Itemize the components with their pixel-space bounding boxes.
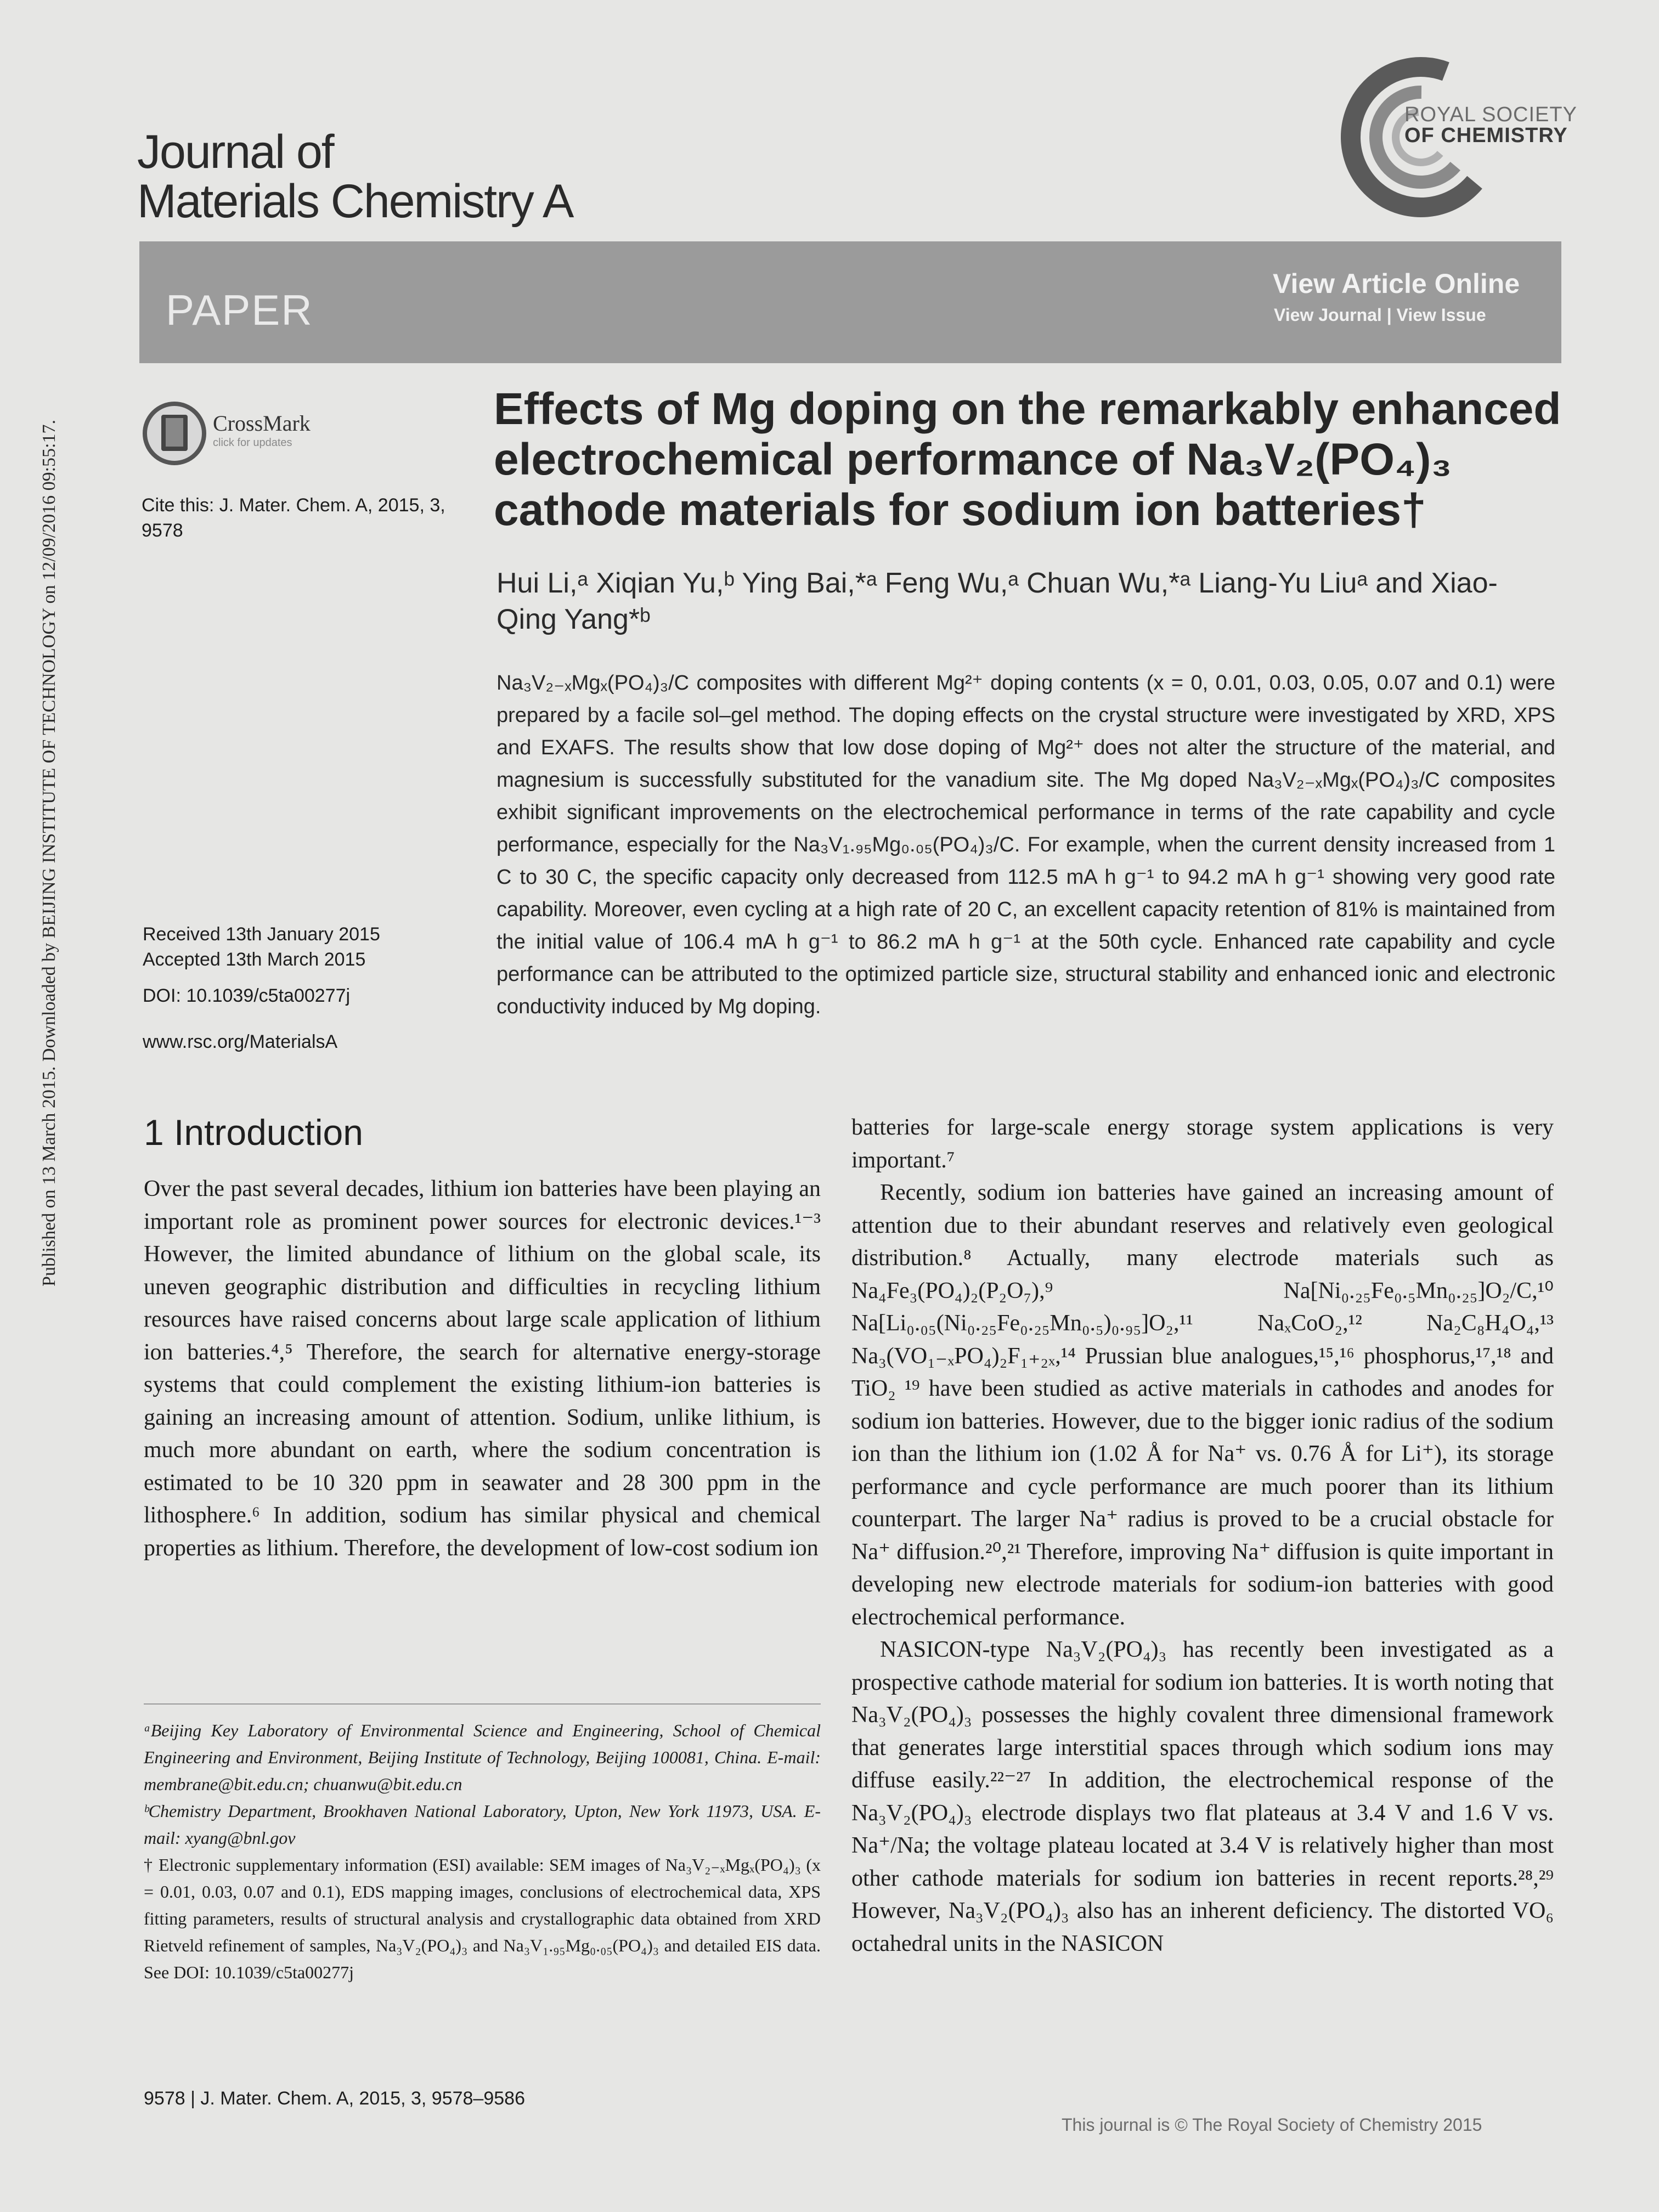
affiliation-b: ᵇChemistry Department, Brookhaven National Laboratory, Upton, New York 11973, USA. E-mail: xyang@bnl.gov	[144, 1801, 821, 1848]
accepted-date: Accepted 13th March 2015	[143, 949, 366, 970]
intro-paragraph-continued: batteries for large-scale energy storage system applications is very important.⁷	[851, 1115, 1554, 1173]
cite-this: Cite this: J. Mater. Chem. A, 2015, 3, 9578	[142, 495, 445, 541]
introduction-left-column	[144, 1173, 821, 1565]
crossmark-sublabel: click for updates	[213, 437, 292, 449]
abstract: Na₃V₂₋ₓMgₓ(PO₄)₃/C composites with different Mg²⁺ doping contents (x = 0, 0.01, 0.03, 0.05, 0.07 and 0.1) were prepared by a facile sol–gel method. The doping effects on the crystal structure were investigated by XRD, XPS and EXAFS. The results show that low dose doping of Mg²⁺ does not alter the structure of the material, and magnesium is successfully substituted for the vanadium site. The Mg doped Na₃V₂₋ₓMgₓ(PO₄)₃/C composites exhibit significant improvements on the electrochemical performance in terms of the rate capability and cycle performance, especially for the Na₃V₁.₉₅Mg₀.₀₅(PO₄)₃/C. For example, when the current density increased from 1 C to 30 C, the specific capacity only decreased from 112.5 mA h g⁻¹ to 94.2 mA h g⁻¹ showing very good rate capability. Moreover, even cycling at a high rate of 20 C, an excellent capacity retention of 81% is maintained from the initial value of 106.4 mA h g⁻¹ to 86.2 mA h g⁻¹ at the 50th cycle. Enhanced rate capability and cycle performance can be attributed to the optimized particle size, structural stability and enhanced ionic and electronic conductivity induced by Mg doping.	[496, 672, 1555, 1018]
footnote-divider	[144, 1703, 821, 1705]
received-date: Received 13th January 2015	[143, 924, 380, 945]
crossmark-label: CrossMark	[213, 411, 311, 436]
affiliation-a: ᵃBeijing Key Laboratory of Environmental Science and Engineering, School of Chemical Engineering and Environment, Beijing Institute of Technology, Beijing 100081, China. E-mail: membrane@bit.edu.cn; chuanwu@bit.edu.cn	[144, 1720, 821, 1794]
intro-paragraph: Over the past several decades, lithium ion batteries have been playing an important role as prominent power sources for electronic devices.¹⁻³ However, the limited abundance of lithium on the global scale, its uneven geographic distribution and difficulties in recycling lithium resources have raised concerns about large scale application of lithium ion batteries.⁴,⁵ Therefore, the search for alternative energy-storage systems that could complement the existing lithium-ion batteries is gaining an increasing amount of attention. Sodium, unlike lithium, is much more abundant on earth, where the sodium concentration is estimated to be 10 320 ppm in seawater and 28 300 ppm in the lithosphere.⁶ In addition, sodium has similar physical and chemical properties as lithium. Therefore, the development of low-cost sodium ion	[144, 1176, 821, 1561]
intro-paragraph: NASICON-type Na₃V₂(PO₄)₃ has recently been investigated as a prospective cathode material for sodium ion batteries. It is worth noting that Na₃V₂(PO₄)₃ possesses the highly covalent three dimensional framework that generates large interstitial spaces through which sodium ions may diffuse easily.²²⁻²⁷ In addition, the electrochemical response of the Na₃V₂(PO₄)₃ electrode displays two flat plateaus at 3.4 V and 1.6 V vs. Na⁺/Na; the voltage plateau located at 3.4 V is relatively higher than most other cathode materials for sodium ion batteries in recent reports.²⁸,²⁹ However, Na₃V₂(PO₄)₃ also has an inherent deficiency. The distorted VO₆ octahedral units in the NASICON	[851, 1637, 1554, 1956]
rsc-logo-line1: ROYAL SOCIETY	[1404, 103, 1577, 126]
footnotes	[144, 1717, 821, 1986]
article-type-label: PAPER	[166, 286, 313, 334]
esi-note: † Electronic supplementary information (ESI) available: SEM images of Na₃V₂₋ₓMgₓ(PO₄)₃ (x = 0.01, 0.03, 0.07 and 0.1), EDS mapping images, conclusions of electrochemical data, XPS fitting parameters, results of structural analysis and crystallographic data obtained from XRD Rietveld refinement of samples, Na₃V₂(PO₄)₃ and Na₃V₁.₉₅Mg₀.₀₅(PO₄)₃ and detailed EIS data. See DOI: 10.1039/c5ta00277j	[144, 1855, 821, 1982]
copyright-line: This journal is © The Royal Society of Chemistry 2015	[1062, 2115, 1482, 2135]
view-article-online-link[interactable]: View Article Online	[1273, 268, 1520, 299]
journal-website-link[interactable]: www.rsc.org/MaterialsA	[143, 1031, 338, 1052]
crossmark-badge[interactable]	[142, 400, 323, 466]
page-folio: 9578 | J. Mater. Chem. A, 2015, 3, 9578–9586	[144, 2088, 525, 2109]
introduction-right-column	[851, 1111, 1554, 1960]
doi[interactable]: DOI: 10.1039/c5ta00277j	[143, 985, 351, 1006]
article-type-banner	[139, 241, 1561, 363]
view-journal-issue-links[interactable]: View Journal | View Issue	[1274, 305, 1486, 325]
journal-name-line2: Materials Chemistry A	[137, 175, 573, 228]
received-accepted-dates	[143, 922, 380, 972]
rsc-logo-line2: OF CHEMISTRY	[1404, 124, 1568, 147]
crossmark-icon	[142, 400, 207, 466]
author-list: Hui Li,ᵃ Xiqian Yu,ᵇ Ying Bai,*ᵃ Feng Wu,ᵃ Chuan Wu,*ᵃ Liang-Yu Liuᵃ and Xiao-Qing Yang*ᵇ	[496, 567, 1498, 635]
section-heading-introduction: 1 Introduction	[144, 1112, 363, 1153]
journal-name-line1: Journal of	[137, 126, 334, 178]
download-stamp: Published on 13 March 2015. Downloaded by BEIJING INSTITUTE OF TECHNOLOGY on 12/09/2016 09:55:17.	[39, 420, 59, 1286]
article-title: Effects of Mg doping on the remarkably enhanced electrochemical performance of Na₃V₂(PO₄)₃ cathode materials for sodium ion batteries†	[494, 384, 1561, 535]
intro-paragraph: Recently, sodium ion batteries have gained an increasing amount of attention due to their abundant reserves and relatively even geological distribution.⁸ Actually, many electrode materials such as Na₄Fe₃(PO₄)₂(P₂O₇),⁹ Na[Ni₀.₂₅Fe₀.₅Mn₀.₂₅]O₂/C,¹⁰ Na[Li₀.₀₅(Ni₀.₂₅Fe₀.₂₅Mn₀.₅)₀.₉₅]O₂,¹¹ NaₓCoO₂,¹² Na₂C₈H₄O₄,¹³ Na₃(VO₁₋ₓPO₄)₂F₁₊₂ₓ,¹⁴ Prussian blue analogues,¹⁵,¹⁶ phosphorus,¹⁷,¹⁸ and TiO₂ ¹⁹ have been studied as active materials in cathodes and anodes for sodium ion batteries. However, due to the bigger ionic radius of the sodium ion than the lithium ion (1.02 Å for Na⁺ vs. 0.76 Å for Li⁺), its storage performance and cycle performance are much poorer than its lithium counterpart. The larger Na⁺ radius is proved to be a crucial obstacle for Na⁺ diffusion.²⁰,²¹ Therefore, improving Na⁺ diffusion is quite important in developing new electrode materials for sodium-ion batteries with good electrochemical performance.	[851, 1180, 1554, 1630]
